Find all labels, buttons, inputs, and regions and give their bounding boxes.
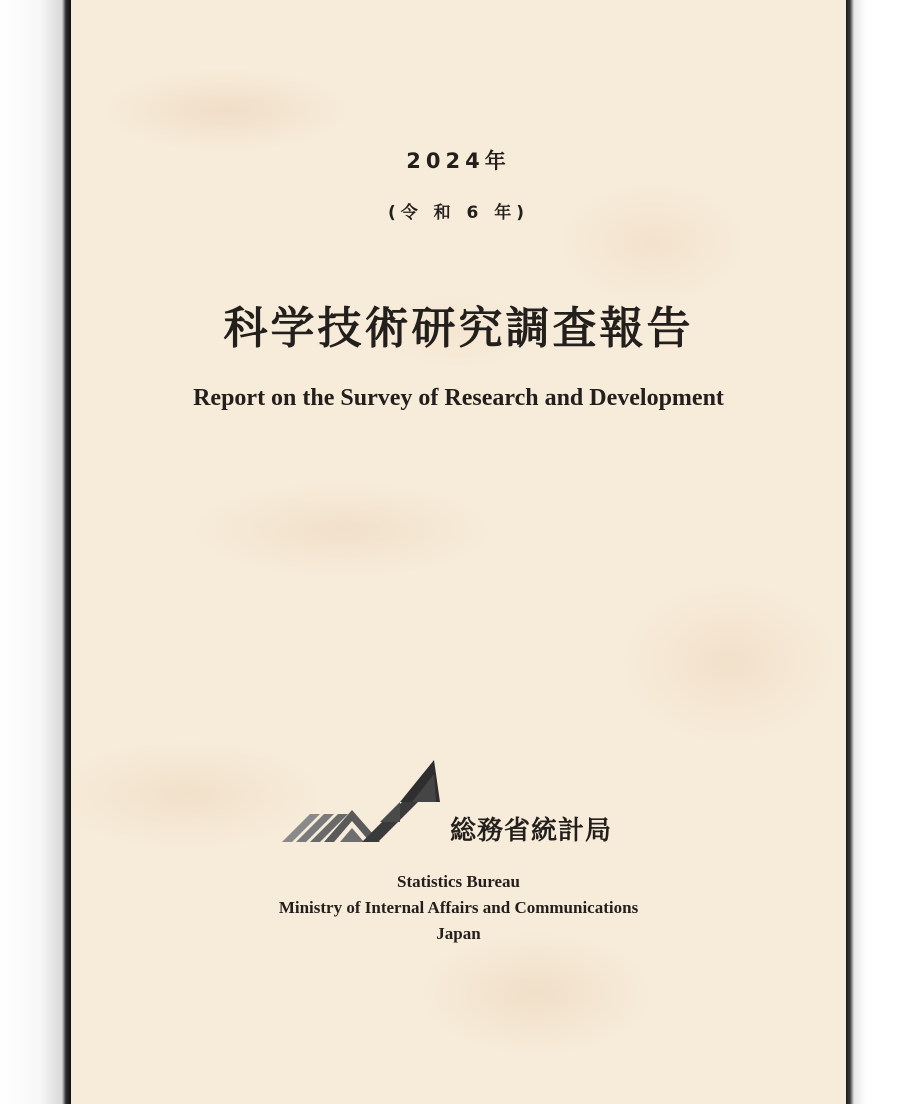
publisher-name-japanese: 総務省統計局 xyxy=(450,816,613,846)
cover-title-english: Report on the Survey of Research and Development xyxy=(193,385,724,411)
cover-year: 2024年 xyxy=(406,149,511,173)
cover-era: (令 和 6 年) xyxy=(387,203,530,223)
scan-right-edge xyxy=(846,0,920,1104)
report-cover xyxy=(71,0,846,1104)
cover-title-japanese: 科学技術研究調査報告 xyxy=(223,303,694,354)
scan-left-edge xyxy=(0,0,71,1104)
publisher-line-2: Ministry of Internal Affairs and Communications xyxy=(278,898,639,917)
statistics-bureau-logo-icon xyxy=(282,758,440,844)
publisher-line-1: Statistics Bureau xyxy=(397,872,520,891)
publisher-line-3: Japan xyxy=(436,924,481,943)
